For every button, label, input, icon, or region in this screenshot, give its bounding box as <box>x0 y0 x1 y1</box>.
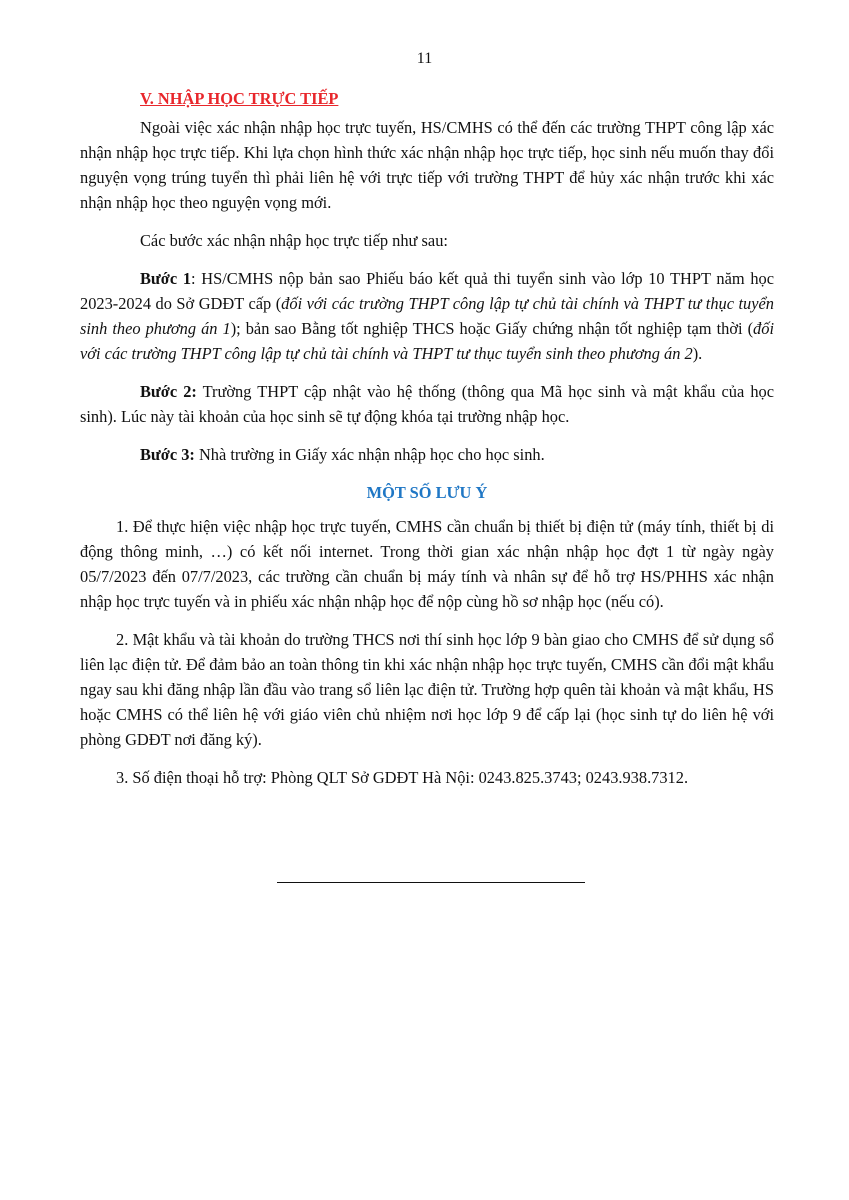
note-item-2: 2. Mật khẩu và tài khoản do trường THCS nơi thí sinh học lớp 9 bàn giao cho CMHS để sử dụng sổ liên lạc điện tử. Để đảm bảo an toàn thông tin khi xác nhận nhập học trực tuyến, CMHS cần đổi mật khẩu ngay sau khi đăng nhập lần đầu vào trang sổ liên lạc điện tử. Trường hợp quên tài khoản và mật khẩu, HS hoặc CMHS có thể liên hệ với giáo viên chủ nhiệm nơi học lớp 9 để cấp lại (học sinh tự do liên hệ với phòng GDĐT nơi đăng ký). <box>80 630 774 749</box>
note-item-1: 1. Để thực hiện việc nhập học trực tuyến, CMHS cần chuẩn bị thiết bị điện tử (máy tính, thiết bị di động thông minh, …) có kết nối internet. Trong thời gian xác nhận nhập học đợt 1 từ ngày ngày 05/7/2023 đến 07/7/2023, các trường cần chuẩn bị máy tính và nhân sự để hỗ trợ HS/PHHS xác nhận nhập học trực tuyến và in phiếu xác nhận nhập học để nộp cùng hồ sơ nhập học (nếu có). <box>80 517 774 611</box>
step-1-label: Bước 1 <box>140 269 192 288</box>
page-number: 11 <box>416 50 433 67</box>
step-1-italic-a: đối với các trường THPT công lập tự chủ tài chính và THPT tư thục tuyển sinh theo phương án 1 <box>80 294 774 338</box>
step-3-label: Bước 3: <box>140 445 195 464</box>
step-2 <box>80 379 774 429</box>
step-2-text: Trường THPT cập nhật vào hệ thống (thông qua Mã học sinh và mật khẩu của học sinh). Lúc này tài khoản của học sinh sẽ tự động khóa tại trường nhập học. <box>80 382 774 426</box>
step-1-text-b: ); bản sao Bằng tốt nghiệp THCS hoặc Giấy chứng nhận tốt nghiệp tạm thời ( <box>230 319 754 338</box>
closing-divider <box>277 882 585 883</box>
step-3 <box>80 442 774 467</box>
step-1-text-a: : HS/CMHS nộp bản sao Phiếu báo kết quả thi tuyển sinh vào lớp 10 THPT năm học 2023-2024 do Sở GDĐT cấp ( <box>80 269 774 313</box>
page-content <box>80 86 774 803</box>
notes-heading: MỘT SỐ LƯU Ý <box>366 483 488 502</box>
section-heading: V. NHẬP HỌC TRỰC TIẾP <box>140 89 339 108</box>
note-item-3: 3. Số điện thoại hỗ trợ: Phòng QLT Sở GDĐT Hà Nội: 0243.825.3743; 0243.938.7312. <box>116 768 689 787</box>
step-2-label: Bước 2: <box>140 382 197 401</box>
step-3-text: Nhà trường in Giấy xác nhận nhập học cho học sinh. <box>194 445 545 464</box>
intro-paragraph: Ngoài việc xác nhận nhập học trực tuyến, HS/CMHS có thể đến các trường THPT công lập xác nhận nhập học trực tiếp. Khi lựa chọn hình thức xác nhận nhập học trực tiếp, học sinh nếu muốn thay đổi nguyện vọng trúng tuyển thì phải liên hệ với trực tiếp với trường THPT để hủy xác nhận trước khi xác nhận nhập học theo nguyện vọng mới. <box>80 118 774 212</box>
step-1-text-c: ). <box>692 344 703 363</box>
steps-intro: Các bước xác nhận nhập học trực tiếp như sau: <box>140 231 448 250</box>
step-1-italic-b: đối với các trường THPT công lập tự chủ tài chính và THPT tư thục tuyển sinh theo phương án 2 <box>80 319 774 363</box>
step-1 <box>80 266 774 366</box>
